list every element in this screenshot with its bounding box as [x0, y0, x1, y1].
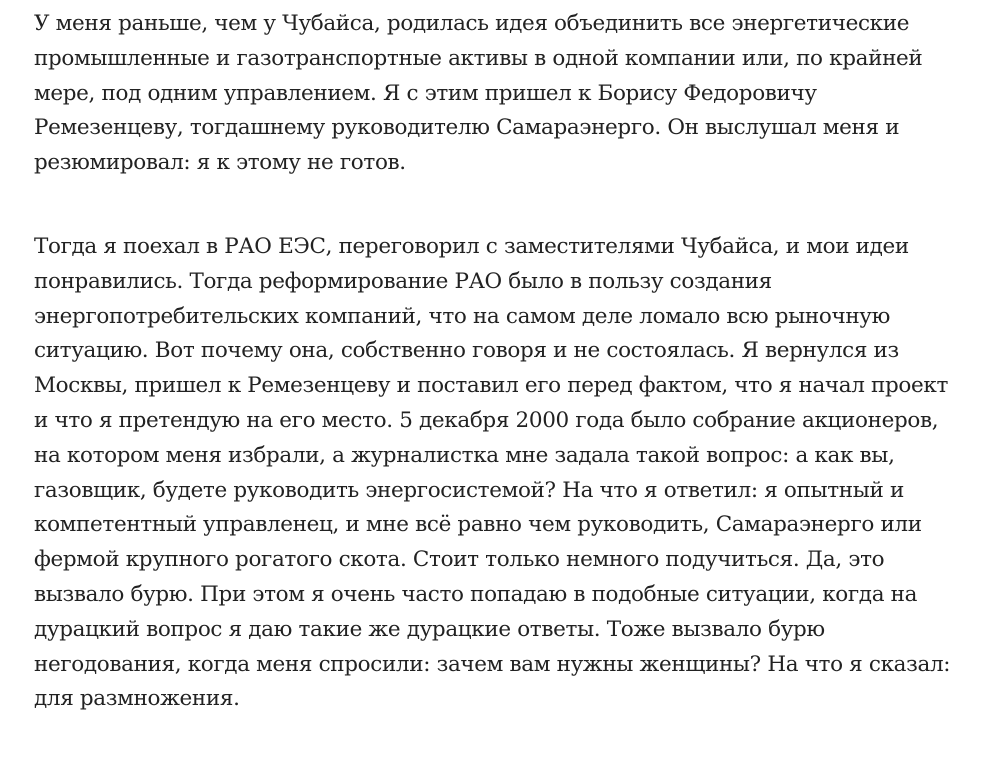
text-line: для размножения. — [34, 686, 240, 712]
text-line: понравились. Тогда реформирование РАО было в пользу создания — [34, 268, 772, 294]
text-line: фермой крупного рогатого скота. Стоит только немного подучиться. Да, это — [34, 547, 885, 573]
paragraph-2 — [34, 230, 999, 717]
text-line: на котором меня избрали, а журналистка мне задала такой вопрос: а как вы, — [34, 442, 895, 468]
text-line: Москвы, пришел к Ремезенцеву и поставил его перед фактом, что я начал проект — [34, 373, 949, 399]
text-line: мере, под одним управлением. Я с этим пришел к Борису Федоровичу — [34, 80, 817, 106]
text-line: резюмировал: я к этому не готов. — [34, 150, 406, 176]
text-line: негодования, когда меня спросили: зачем вам нужны женщины? На что я сказал: — [34, 651, 951, 677]
text-line: вызвало бурю. При этом я очень часто попадаю в подобные ситуации, когда на — [34, 581, 918, 607]
text-line: У меня раньше, чем у Чубайса, родилась идея объединить все энергетические — [34, 11, 910, 36]
text-line: промышленные и газотранспортные активы в одной компании или, по крайней — [34, 45, 923, 71]
text-line: дурацкий вопрос я даю такие же дурацкие ответы. Тоже вызвало бурю — [34, 616, 825, 642]
text-line: Ремезенцеву, тогдашнему руководителю Самараэнерго. Он выслушал меня и — [34, 115, 900, 141]
paragraph-1 — [34, 0, 999, 181]
text-line: и что я претендую на его место. 5 декабря 2000 года было собрание акционеров, — [34, 407, 939, 433]
text-line: энергопотребительских компаний, что на самом деле ломало всю рыночную — [34, 303, 890, 329]
article-body — [34, 0, 999, 717]
text-line: ситуацию. Вот почему она, собственно говоря и не состоялась. Я вернулся из — [34, 338, 899, 364]
text-line: Тогда я поехал в РАО ЕЭС, переговорил с заместителями Чубайса, и мои идеи — [34, 233, 909, 259]
text-line: газовщик, будете руководить энергосистемой? На что я ответил: я опытный и — [34, 477, 904, 503]
text-line: компетентный управленец, и мне всё равно чем руководить, Самараэнерго или — [34, 512, 922, 538]
